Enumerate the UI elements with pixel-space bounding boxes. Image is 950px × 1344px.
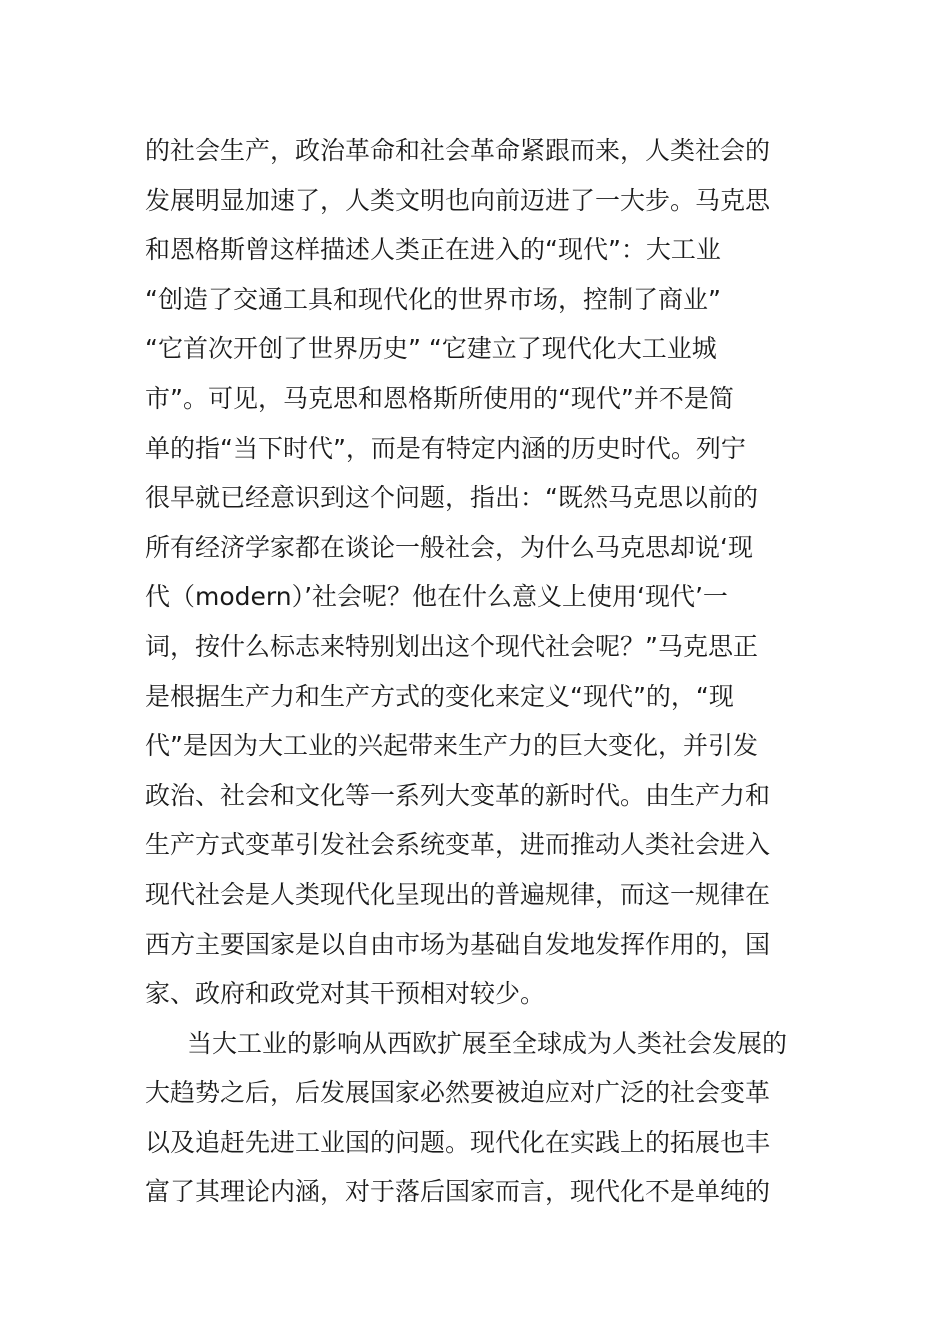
text-line: 家、政府和政党对其干预相对较少。 (145, 979, 546, 1009)
text-line: 政治、社会和文化等一系列大变革的新时代。由生产力和 (145, 780, 771, 810)
text-line: 富了其理论内涵，对于落后国家而言，现代化不是单纯的 (145, 1177, 771, 1207)
text-line: 很早就已经意识到这个问题，指出：“既然马克思以前的 (145, 483, 758, 513)
text-line: 词，按什么标志来特别划出这个现代社会呢？”马克思正 (145, 631, 758, 661)
text-line: 发展明显加速了，人类文明也向前迈进了一大步。马克思 (145, 185, 771, 215)
text-line: 大趋势之后，后发展国家必然要被迫应对广泛的社会变革 (145, 1078, 771, 1108)
text-line: 和恩格斯曾这样描述人类正在进入的“现代”：大工业 (145, 235, 721, 265)
text-line: 生产方式变革引发社会系统变革，进而推动人类社会进入 (145, 830, 771, 860)
paragraph-start-line: 当大工业的影响从西欧扩展至全球成为人类社会发展的 (187, 1028, 788, 1058)
text-line: 代”是因为大工业的兴起带来生产力的巨大变化，并引发 (145, 731, 758, 761)
text-line: 是根据生产力和生产方式的变化来定义“现代”的，“现 (145, 681, 734, 711)
text-line: 市”。可见，马克思和恩格斯所使用的“现代”并不是简 (145, 383, 734, 413)
text-line: 代（modern）’社会呢？他在什么意义上使用‘现代’一 (145, 582, 728, 612)
text-line: 的社会生产，政治革命和社会革命紧跟而来，人类社会的 (145, 136, 771, 165)
text-line: 以及追赶先进工业国的问题。现代化在实践上的拓展也丰 (145, 1127, 771, 1157)
text-line: 现代社会是人类现代化呈现出的普遍规律，而这一规律在 (145, 879, 771, 909)
body-text (145, 126, 815, 1217)
text-line: 所有经济学家都在谈论一般社会，为什么马克思却说‘现 (145, 532, 753, 562)
text-line: “创造了交通工具和现代化的世界市场，控制了商业” (145, 284, 721, 314)
text-line: “它首次开创了世界历史” “它建立了现代化大工业城 (145, 334, 717, 364)
text-line: 西方主要国家是以自由市场为基础自发地发挥作用的，国 (145, 929, 771, 959)
text-line: 单的指“当下时代”，而是有特定内涵的历史时代。列宁 (145, 433, 746, 463)
